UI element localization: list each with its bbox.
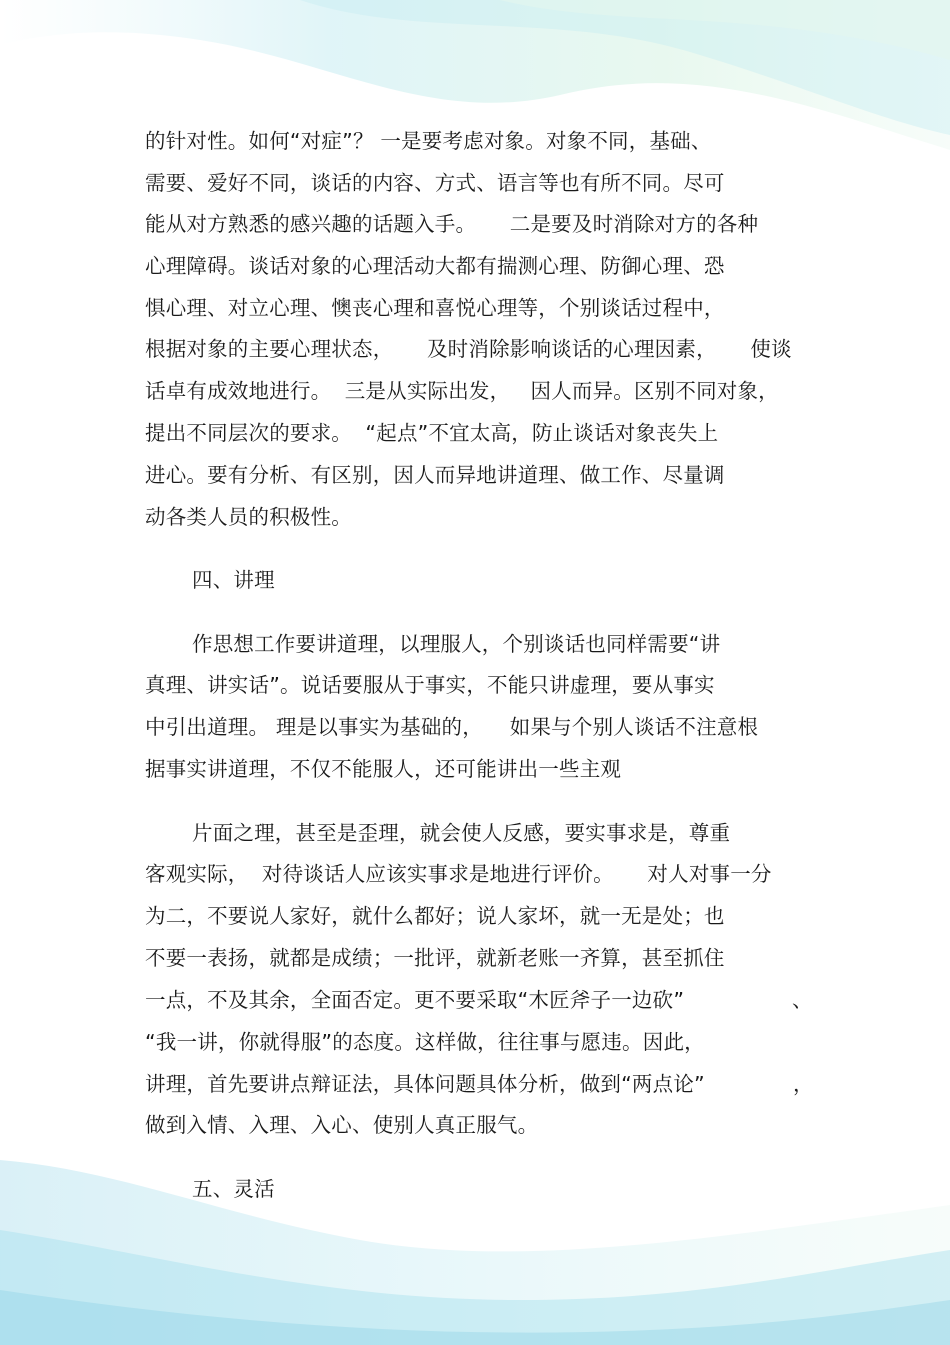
- trailing-punctuation: 、: [792, 988, 813, 1012]
- trailing-punctuation: ，: [793, 1072, 814, 1096]
- text-line: 做到入情、入理、入心、使别人真正服气。: [145, 1113, 539, 1137]
- text-line: 讲理，首先要讲点辩证法，具体问题具体分析，做到“两点论”: [145, 1072, 705, 1096]
- text-line: 客观实际， 对待谈话人应该实事求是地进行评价。 对人对事一分: [145, 862, 772, 886]
- text-line: 动各类人员的积极性。: [145, 505, 352, 529]
- text-line: 需要、爱好不同，谈话的内容、方式、语言等也有所不同。尽可: [145, 171, 725, 195]
- text-line: 为二，不要说人家好，就什么都好；说人家坏，就一无是处；也: [145, 904, 725, 928]
- text-line: 作思想工作要讲道理，以理服人，个别谈话也同样需要“讲: [192, 632, 721, 656]
- text-line: 片面之理，甚至是歪理，就会使人反感，要实事求是，尊重: [192, 821, 731, 845]
- text-line: 话卓有成效地进行。 三是从实际出发， 因人而异。区别不同对象，: [145, 379, 779, 403]
- text-line: 的针对性。如何“对症”？ 一是要考虑对象。对象不同，基础、: [145, 129, 712, 153]
- text-line: 中引出道理。 理是以事实为基础的， 如果与个别人谈话不注意根: [145, 715, 759, 739]
- text-line: 据事实讲道理，不仅不能服人，还可能讲出一些主观: [145, 757, 622, 781]
- text-line: 心理障碍。谈话对象的心理活动大都有揣测心理、防御心理、恐: [145, 254, 725, 278]
- text-line: “我一讲，你就得服”的态度。这样做，往往事与愿违。因此，: [145, 1030, 705, 1054]
- text-line: 不要一表扬，就都是成绩；一批评，就新老账一齐算，甚至抓住: [145, 946, 725, 970]
- text-line: 进心。要有分析、有区别，因人而异地讲道理、做工作、尽量调: [145, 463, 725, 487]
- text-line: 真理、讲实话”。说话要服从于事实，不能只讲虚理，要从事实: [145, 673, 715, 697]
- text-line: 惧心理、对立心理、懊丧心理和喜悦心理等，个别谈话过程中，: [145, 296, 725, 320]
- text-line: 提出不同层次的要求。 “起点”不宜太高，防止谈话对象丧失上: [145, 421, 719, 445]
- text-line: 一点，不及其余，全面否定。更不要采取“木匠斧子一边砍”: [145, 988, 685, 1012]
- text-line: 能从对方熟悉的感兴趣的话题入手。 二是要及时消除对方的各种: [145, 212, 759, 236]
- section-heading: 四、讲理: [192, 568, 275, 592]
- text-line: 根据对象的主要心理状态， 及时消除影响谈话的心理因素， 使谈: [145, 337, 792, 361]
- section-heading: 五、灵活: [192, 1177, 275, 1201]
